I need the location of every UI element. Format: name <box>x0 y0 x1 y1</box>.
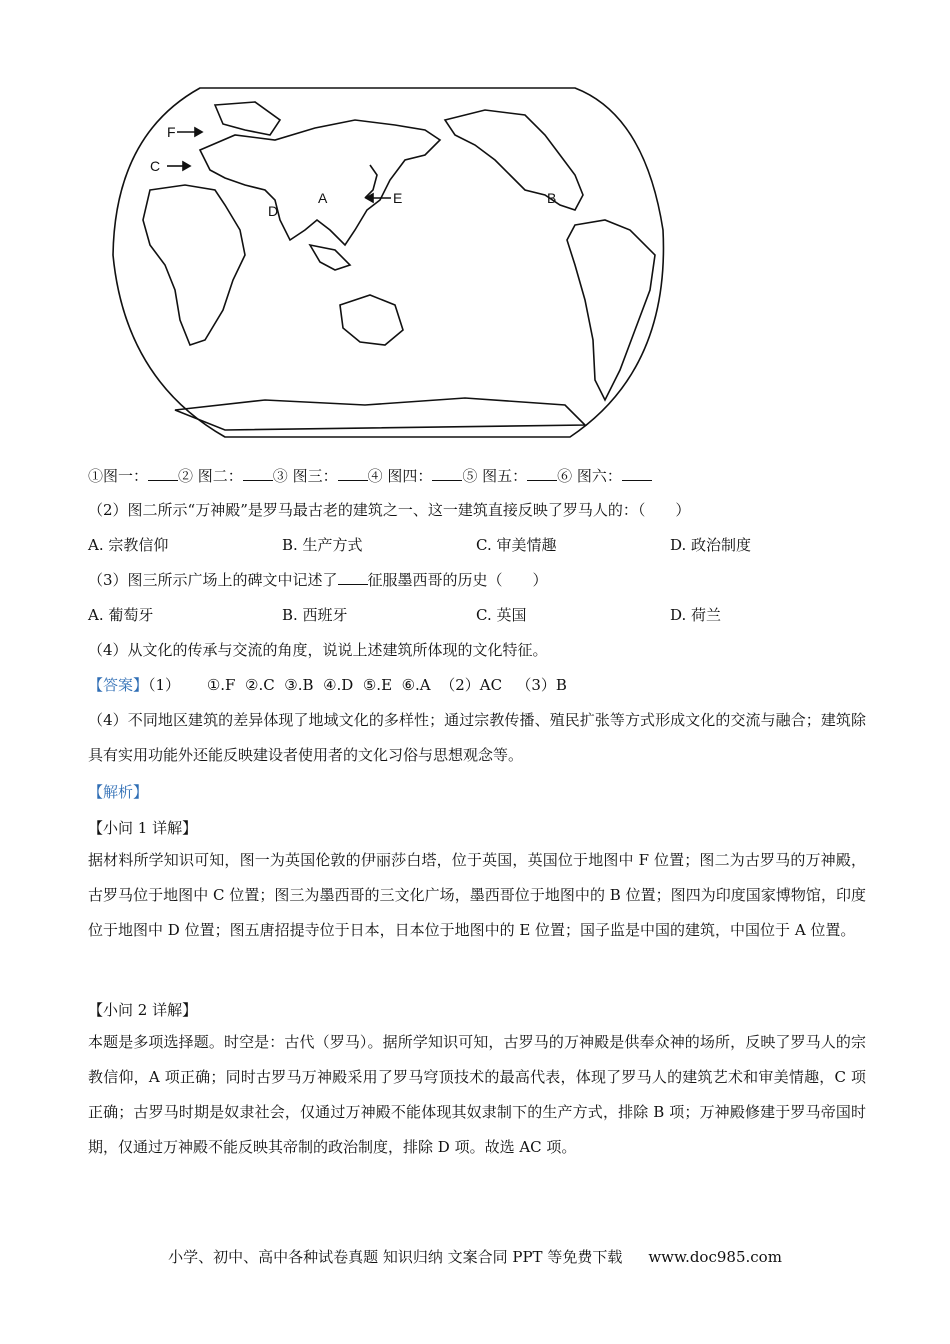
q1-line <box>88 466 652 486</box>
q3-blank[interactable] <box>338 570 368 585</box>
landmass-southeast-asia <box>310 245 350 270</box>
answer-p4: （4）不同地区建筑的差异体现了地域文化的多样性；通过宗教传播、殖民扩张等方式形成文化的交流与融合；建筑除具有实用功能外还能反映建设者使用者的文化习俗与思想观念等。 <box>88 711 866 764</box>
landmass-japan <box>365 165 377 198</box>
blank-1[interactable] <box>148 466 178 481</box>
sub2-title: 【小问 2 详解】 <box>88 1001 198 1019</box>
sub1-text: 据材料所学知识可知，图一为英国伦敦的伊丽莎白塔，位于英国，英国位于地图中 F 位置；图二为古罗马的万神殿，古罗马位于地图中 C 位置；图三为墨西哥的三文化广场，墨西哥位于地图中的 B 位置；图四为印度国家博物馆，印度位于地图中 D 位置；图五唐招提寺位于日本，日本位于地图中的 E 位置；国子监是中国的建筑，中国位于 A 位置。 <box>88 851 866 939</box>
q3-stem <box>88 570 548 590</box>
q2-option-b[interactable]: B. 生产方式 <box>282 536 363 554</box>
answer-item: ③.B <box>284 676 314 694</box>
analysis-tag: 【解析】 <box>88 783 149 801</box>
q1-fig2: ② 图二： <box>178 467 243 485</box>
answer-p3: （3）B <box>516 676 567 694</box>
blank-2[interactable] <box>243 466 273 481</box>
q1-fig1: ①图一： <box>88 467 149 485</box>
answer-line <box>88 675 567 695</box>
footer-url[interactable]: www.doc985.com <box>648 1248 782 1266</box>
q3-option-a[interactable]: A. 葡萄牙 <box>88 606 154 624</box>
landmass-australia <box>340 295 403 345</box>
answer-item: ⑤.E <box>362 676 393 694</box>
blank-5[interactable] <box>527 466 557 481</box>
sub2-text: 本题是多项选择题。时空是：古代（罗马）。据所学知识可知，古罗马的万神殿是供奉众神的场所，反映了罗马人的宗教信仰，A 项正确；同时古罗马万神殿采用了罗马穹顶技术的最高代表，体现了罗马人的建筑艺术和审美情趣，C 项正确；古罗马时期是奴隶社会，仅通过万神殿不能体现其奴隶制下的生产方式，排除 B 项；万神殿修建于罗马帝国时期，仅通过万神殿不能反映其帝制的政治制度，排除 D 项。故选 AC 项。 <box>88 1033 866 1156</box>
blank-4[interactable] <box>432 466 462 481</box>
landmass-africa <box>143 185 245 345</box>
q1-fig3: ③ 图三： <box>272 467 338 485</box>
map-label-d: D <box>268 203 279 219</box>
answer-item: ①.F <box>206 676 236 694</box>
q2-option-d[interactable]: D. 政治制度 <box>670 536 752 554</box>
q2-option-c[interactable]: C. 审美情趣 <box>476 536 557 554</box>
map-label-b: B <box>547 190 557 206</box>
q2-stem: （2）图二所示“万神殿”是罗马最古老的建筑之一、这一建筑直接反映了罗马人的：（ ） <box>88 501 691 519</box>
landmass-north-america <box>445 110 583 210</box>
map-label-e: E <box>393 190 403 206</box>
q3-stem-post: 征服墨西哥的历史（ ） <box>367 571 548 589</box>
answer-item: ⑥.A <box>401 676 431 694</box>
q3-option-d[interactable]: D. 荷兰 <box>670 606 722 624</box>
q4-stem: （4）从文化的传承与交流的角度，说说上述建筑所体现的文化特征。 <box>88 641 548 659</box>
map-label-a: A <box>318 190 328 206</box>
q3-option-b[interactable]: B. 西班牙 <box>282 606 348 624</box>
answer-p1-num: （1） <box>148 676 181 694</box>
answer-tag: 【答案】 <box>88 676 149 694</box>
sub1-title: 【小问 1 详解】 <box>88 819 198 837</box>
q3-stem-pre: （3）图三所示广场上的碑文中记述了 <box>88 571 338 589</box>
blank-3[interactable] <box>338 466 368 481</box>
q1-fig5: ⑤ 图五： <box>462 467 528 485</box>
landmass-south-america <box>567 220 655 400</box>
q2-option-a[interactable]: A. 宗教信仰 <box>88 536 169 554</box>
landmass-north <box>215 102 280 135</box>
answer-item: ②.C <box>245 676 275 694</box>
answer-item: ④.D <box>323 676 354 694</box>
blank-6[interactable] <box>622 466 652 481</box>
landmass-antarctica <box>175 398 585 430</box>
footer-text: 小学、初中、高中各种试卷真题 知识归纳 文案合同 PPT 等免费下载 <box>168 1248 623 1266</box>
answer-p2: （2）AC <box>440 676 503 694</box>
map-frame <box>113 88 663 437</box>
landmass-eurasia <box>200 120 440 245</box>
q1-fig4: ④ 图四： <box>367 467 433 485</box>
world-map <box>105 80 670 445</box>
map-label-f: F <box>167 124 176 140</box>
footer <box>0 1246 950 1267</box>
q1-fig6: ⑥ 图六： <box>557 467 622 485</box>
q3-option-c[interactable]: C. 英国 <box>476 606 527 624</box>
map-label-c: C <box>150 158 161 174</box>
